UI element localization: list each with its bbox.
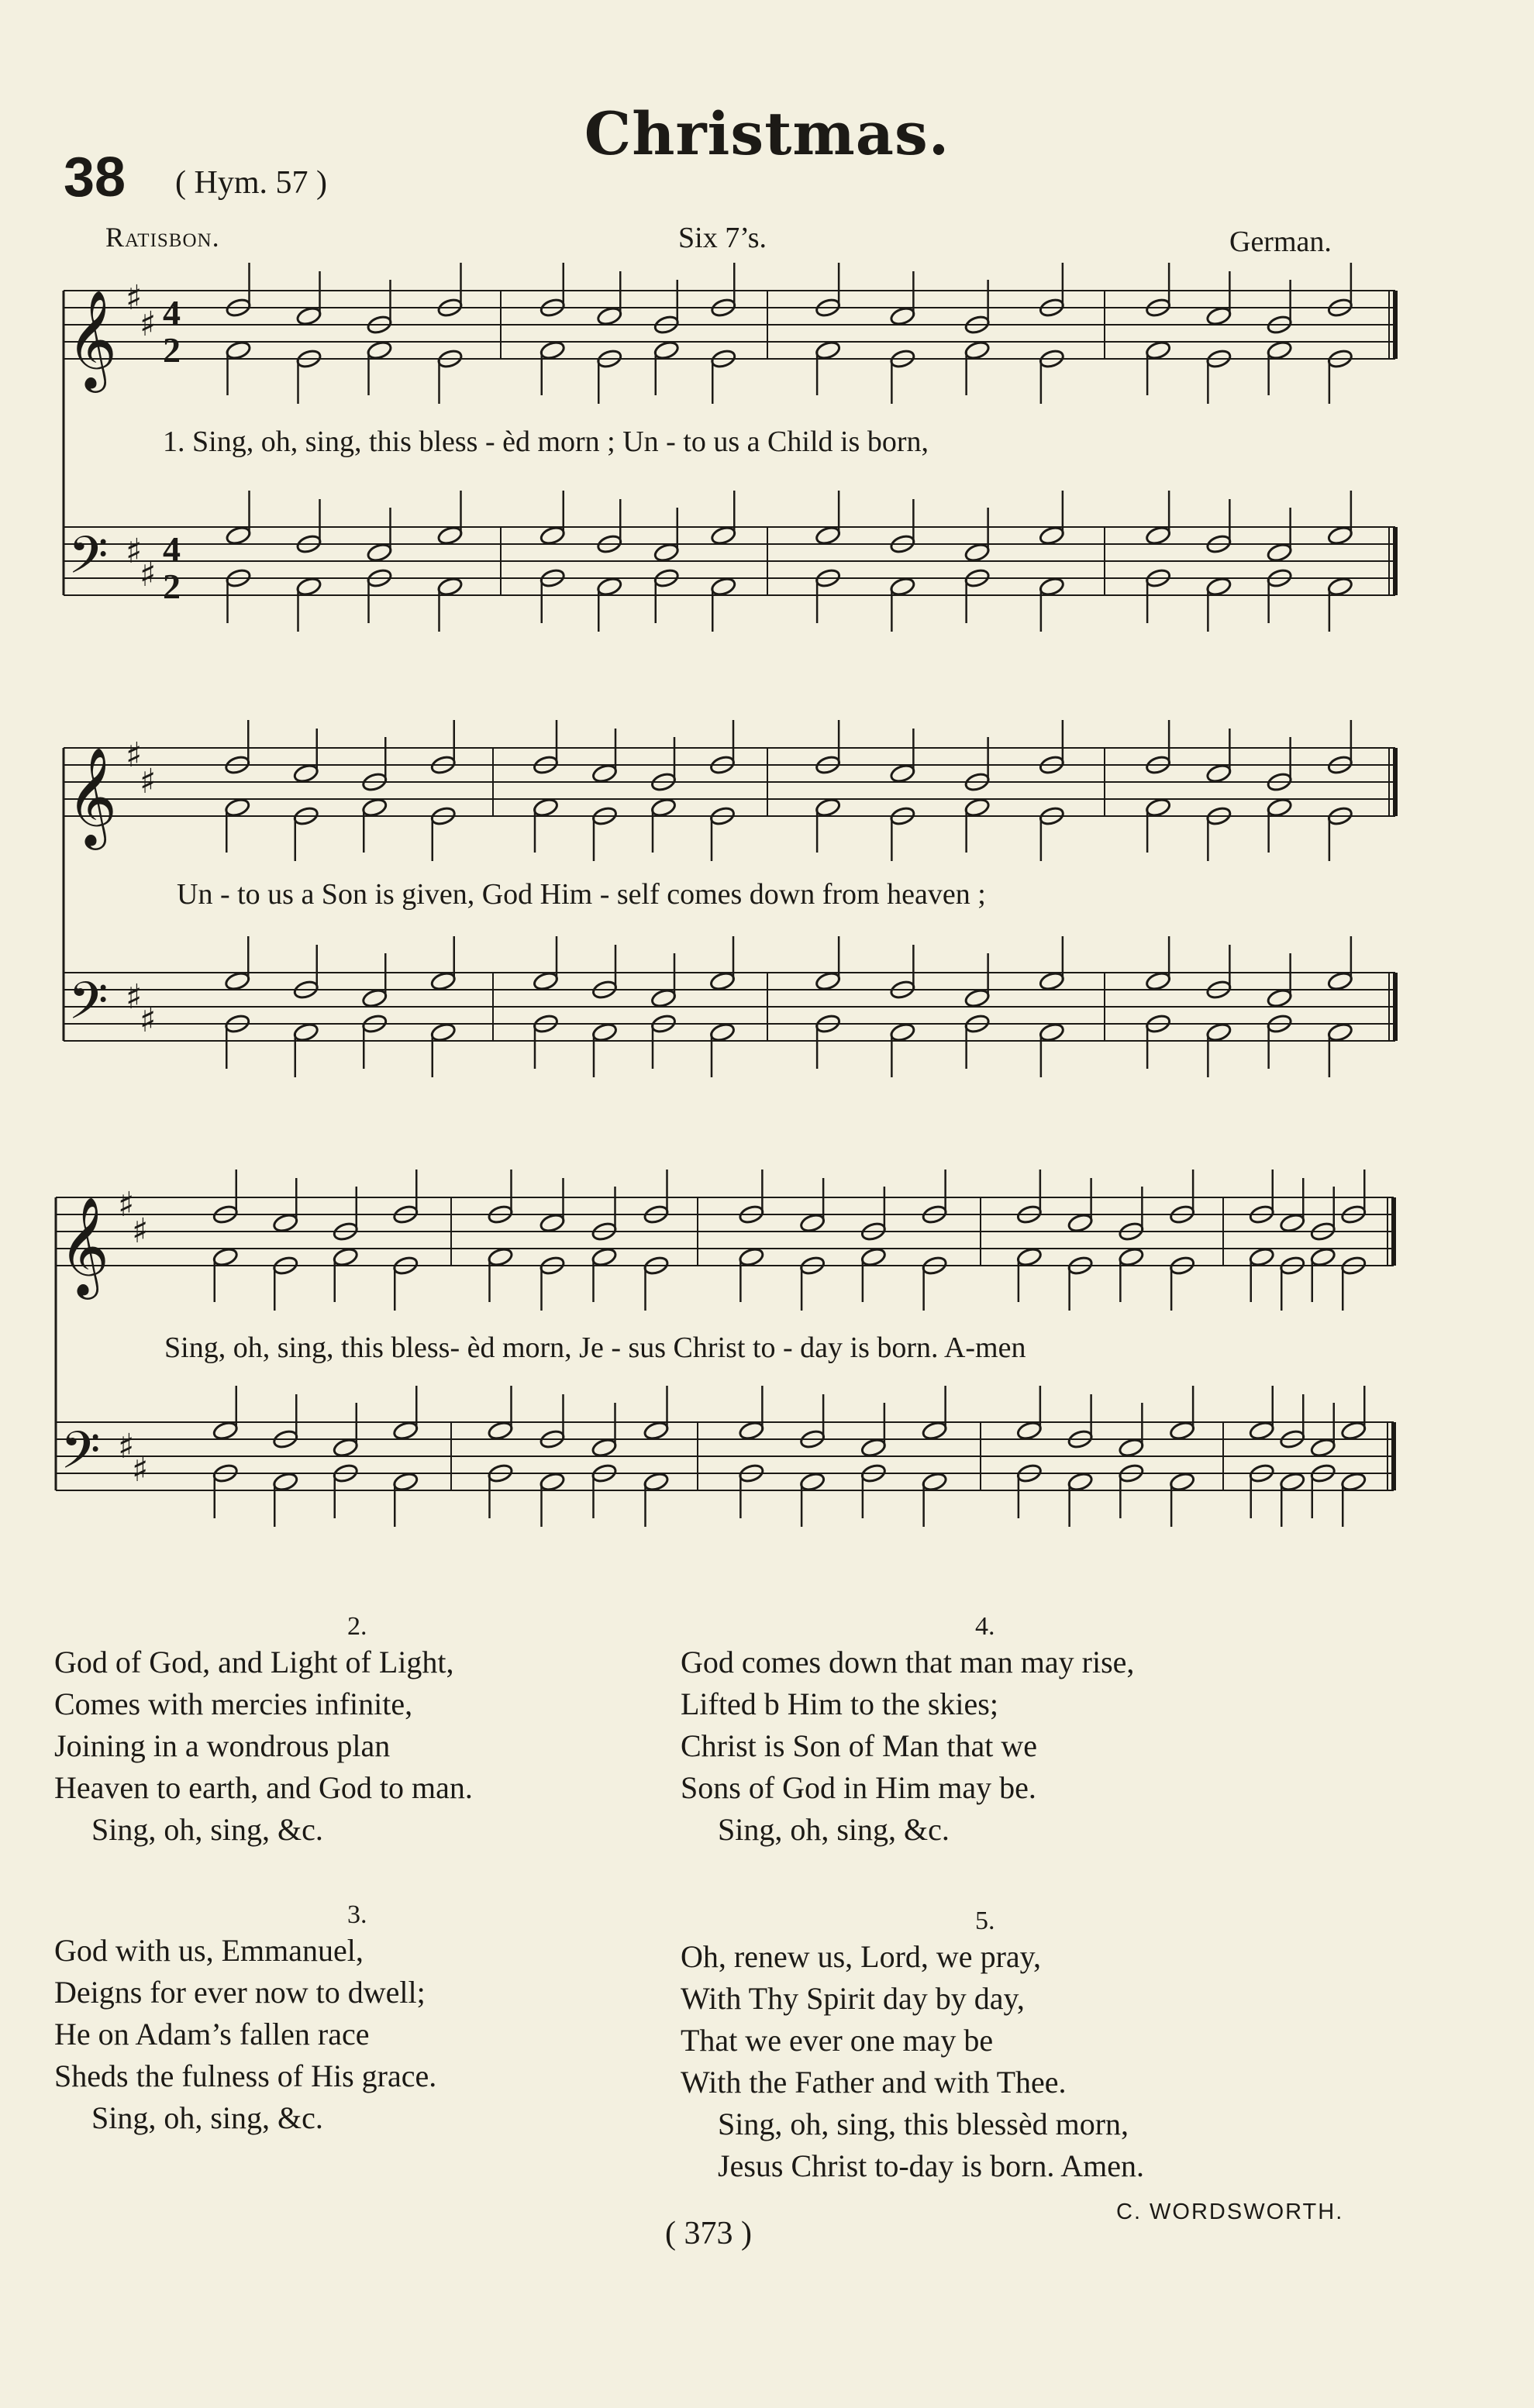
half-note-head bbox=[653, 339, 680, 360]
half-note-head bbox=[1016, 1246, 1043, 1267]
half-note-head bbox=[1118, 1246, 1144, 1267]
half-note-head bbox=[533, 970, 559, 991]
half-note-head bbox=[430, 1021, 457, 1042]
half-note-head bbox=[921, 1471, 947, 1492]
half-note-head bbox=[436, 576, 463, 597]
author-attribution: C. WORDSWORTH. bbox=[1116, 2200, 1344, 2224]
time-signature-denominator: 2 bbox=[163, 330, 181, 370]
half-note-head bbox=[293, 763, 319, 784]
sharp-icon: ♯ bbox=[140, 305, 157, 344]
bass-clef-icon: 𝄢 bbox=[68, 971, 109, 1043]
half-note-head bbox=[1249, 1246, 1275, 1267]
half-note-head bbox=[361, 797, 388, 818]
half-note-head bbox=[225, 339, 251, 360]
half-note-head bbox=[710, 576, 736, 597]
half-note-head bbox=[596, 576, 622, 597]
half-note-head bbox=[225, 525, 251, 546]
half-note-head bbox=[1145, 339, 1171, 360]
half-note-head bbox=[1279, 1212, 1305, 1233]
verse-4 bbox=[681, 1612, 1134, 1851]
time-signature-numerator: 4 bbox=[163, 529, 181, 569]
hymn-reference: ( Hym. 57 ) bbox=[175, 165, 327, 201]
half-note-head bbox=[815, 970, 841, 991]
half-note-head bbox=[295, 576, 322, 597]
half-note-head bbox=[815, 797, 841, 818]
treble-clef-icon: 𝄞 bbox=[67, 289, 118, 388]
half-note-head bbox=[1340, 1471, 1367, 1492]
half-note-head bbox=[591, 763, 618, 784]
verse-line: Deigns for ever now to dwell; bbox=[54, 1975, 426, 2010]
half-note-head bbox=[224, 970, 250, 991]
half-note-head bbox=[653, 542, 680, 563]
sharp-icon: ♯ bbox=[118, 1427, 135, 1466]
half-note-head bbox=[799, 1471, 826, 1492]
half-note-head bbox=[596, 305, 622, 326]
half-note-head bbox=[1145, 797, 1171, 818]
half-note-head bbox=[1039, 970, 1065, 991]
half-note-head bbox=[539, 339, 566, 360]
sharp-icon: ♯ bbox=[126, 735, 143, 775]
half-note-head bbox=[366, 339, 392, 360]
half-note-head bbox=[860, 1246, 887, 1267]
half-note-head bbox=[1169, 1471, 1195, 1492]
half-note-head bbox=[709, 970, 736, 991]
sharp-icon: ♯ bbox=[132, 1211, 149, 1251]
time-signature-numerator: 4 bbox=[163, 293, 181, 332]
verse-line: Oh, renew us, Lord, we pray, bbox=[681, 1939, 1042, 1974]
half-note-head bbox=[1266, 987, 1292, 1008]
half-note-head bbox=[272, 1471, 298, 1492]
treble-clef-icon: 𝄞 bbox=[67, 746, 118, 846]
half-note-head bbox=[799, 1212, 826, 1233]
half-note-head bbox=[963, 797, 990, 818]
half-note-head bbox=[650, 797, 677, 818]
half-note-head bbox=[591, 1437, 617, 1458]
verse-line: With the Father and with Thee. bbox=[681, 2065, 1067, 2100]
half-note-head bbox=[815, 339, 841, 360]
treble-clef-icon: 𝄞 bbox=[59, 1196, 110, 1295]
half-note-head bbox=[889, 1021, 915, 1042]
half-note-head bbox=[361, 987, 388, 1008]
half-note-head bbox=[1279, 1471, 1305, 1492]
half-note-head bbox=[889, 763, 915, 784]
half-note-head bbox=[1205, 763, 1232, 784]
half-note-head bbox=[591, 1246, 617, 1267]
half-note-head bbox=[1205, 305, 1232, 326]
lyric-line-system-2: Un - to us a Son is given, God Him - self comes down from heaven ; bbox=[177, 878, 986, 911]
half-note-head bbox=[293, 1021, 319, 1042]
half-note-head bbox=[921, 1420, 947, 1441]
lyric-line-system-3: Sing, oh, sing, this bless- èd morn, Je - sus Christ to - day is born. A-men bbox=[164, 1331, 1026, 1364]
half-note-head bbox=[709, 1021, 736, 1042]
verse-line: Joining in a wondrous plan bbox=[54, 1728, 391, 1763]
sharp-icon: ♯ bbox=[126, 278, 143, 318]
verse-line: With Thy Spirit day by day, bbox=[681, 1981, 1025, 2016]
half-note-head bbox=[1039, 525, 1065, 546]
half-note-head bbox=[738, 1246, 764, 1267]
half-note-head bbox=[889, 576, 915, 597]
verse-line: Heaven to earth, and God to man. bbox=[54, 1770, 473, 1805]
half-note-head bbox=[272, 1212, 298, 1233]
half-note-head bbox=[1205, 1021, 1232, 1042]
tune-origin: German. bbox=[1229, 226, 1332, 258]
page-number: ( 373 ) bbox=[665, 2216, 752, 2251]
verse-5 bbox=[681, 1907, 1144, 2187]
verse-number: 4. bbox=[975, 1612, 995, 1641]
verse-refrain: Sing, oh, sing, this blessèd morn, bbox=[718, 2107, 1129, 2141]
bass-clef-icon: 𝄢 bbox=[60, 1421, 101, 1493]
tune-name: Ratisbon. bbox=[105, 222, 220, 253]
half-note-head bbox=[436, 525, 463, 546]
half-note-head bbox=[1205, 576, 1232, 597]
verse-line: Comes with mercies infinite, bbox=[54, 1686, 413, 1721]
half-note-head bbox=[1327, 576, 1353, 597]
half-note-head bbox=[1340, 1420, 1367, 1441]
sharp-icon: ♯ bbox=[126, 532, 143, 571]
sharp-icon: ♯ bbox=[118, 1185, 135, 1225]
half-note-head bbox=[430, 970, 457, 991]
half-note-head bbox=[1118, 1437, 1144, 1458]
hymn-number: 38 bbox=[64, 146, 126, 208]
half-note-head bbox=[295, 305, 322, 326]
half-note-head bbox=[539, 1212, 565, 1233]
verse-closing-line: Jesus Christ to-day is born. Amen. bbox=[718, 2148, 1144, 2183]
half-note-head bbox=[1266, 797, 1292, 818]
verse-line: God comes down that man may rise, bbox=[681, 1645, 1135, 1679]
half-note-head bbox=[212, 1420, 239, 1441]
half-note-head bbox=[1327, 970, 1353, 991]
half-note-head bbox=[1039, 576, 1065, 597]
half-note-head bbox=[1145, 970, 1171, 991]
verse-2 bbox=[54, 1612, 473, 1851]
half-note-head bbox=[1145, 525, 1171, 546]
verse-number: 3. bbox=[347, 1900, 367, 1929]
half-note-head bbox=[860, 1437, 887, 1458]
verse-line: God with us, Emmanuel, bbox=[54, 1933, 364, 1968]
half-note-head bbox=[738, 1420, 764, 1441]
sharp-icon: ♯ bbox=[140, 555, 157, 594]
half-note-head bbox=[591, 1021, 618, 1042]
half-note-head bbox=[963, 339, 990, 360]
half-note-head bbox=[1266, 339, 1292, 360]
half-note-head bbox=[1310, 1246, 1336, 1267]
verse-line: Sons of God in Him may be. bbox=[681, 1770, 1036, 1805]
section-title: Christmas. bbox=[584, 99, 950, 168]
half-note-head bbox=[1266, 542, 1292, 563]
verse-number: 5. bbox=[975, 1907, 995, 1935]
lyric-line-system-1: 1. Sing, oh, sing, this bless - èd morn ; Un - to us a Child is born, bbox=[163, 425, 929, 458]
half-note-head bbox=[224, 797, 250, 818]
half-note-head bbox=[487, 1246, 513, 1267]
half-note-head bbox=[1327, 525, 1353, 546]
half-note-head bbox=[815, 525, 841, 546]
half-note-head bbox=[1310, 1437, 1336, 1458]
half-note-head bbox=[1249, 1420, 1275, 1441]
verse-line: Christ is Son of Man that we bbox=[681, 1728, 1037, 1763]
half-note-head bbox=[392, 1471, 419, 1492]
half-note-head bbox=[963, 542, 990, 563]
half-note-head bbox=[1067, 1471, 1093, 1492]
half-note-head bbox=[1039, 1021, 1065, 1042]
verse-line: God of God, and Light of Light, bbox=[54, 1645, 454, 1679]
half-note-head bbox=[1067, 1212, 1093, 1233]
sharp-icon: ♯ bbox=[132, 1450, 149, 1490]
half-note-head bbox=[643, 1420, 669, 1441]
sharp-icon: ♯ bbox=[140, 1001, 157, 1040]
half-note-head bbox=[333, 1246, 359, 1267]
half-note-head bbox=[366, 542, 392, 563]
sharp-icon: ♯ bbox=[126, 977, 143, 1017]
verse-line: Lifted b Him to the skies; bbox=[681, 1686, 998, 1721]
bass-clef-icon: 𝄢 bbox=[68, 525, 109, 598]
half-note-head bbox=[710, 525, 736, 546]
half-note-head bbox=[1016, 1420, 1043, 1441]
half-note-head bbox=[1327, 1021, 1353, 1042]
half-note-head bbox=[212, 1246, 239, 1267]
verse-line: That we ever one may be bbox=[681, 2023, 994, 2058]
half-note-head bbox=[533, 797, 559, 818]
half-note-head bbox=[333, 1437, 359, 1458]
verse-line: He on Adam’s fallen race bbox=[54, 2017, 370, 2051]
half-note-head bbox=[650, 987, 677, 1008]
verse-line: Sheds the fulness of His grace. bbox=[54, 2058, 437, 2093]
time-signature-denominator: 2 bbox=[163, 567, 181, 606]
half-note-head bbox=[643, 1471, 669, 1492]
half-note-head bbox=[963, 987, 990, 1008]
verse-3 bbox=[54, 1900, 436, 2139]
half-note-head bbox=[889, 305, 915, 326]
half-note-head bbox=[487, 1420, 513, 1441]
verse-refrain: Sing, oh, sing, &c. bbox=[91, 1812, 323, 1847]
sharp-icon: ♯ bbox=[140, 762, 157, 801]
half-note-head bbox=[539, 525, 566, 546]
half-note-head bbox=[539, 1471, 565, 1492]
half-note-head bbox=[1169, 1420, 1195, 1441]
verse-number: 2. bbox=[347, 1612, 367, 1641]
verse-refrain: Sing, oh, sing, &c. bbox=[718, 1812, 950, 1847]
meter: Six 7’s. bbox=[678, 222, 767, 254]
verse-refrain: Sing, oh, sing, &c. bbox=[91, 2100, 323, 2135]
half-note-head bbox=[392, 1420, 419, 1441]
